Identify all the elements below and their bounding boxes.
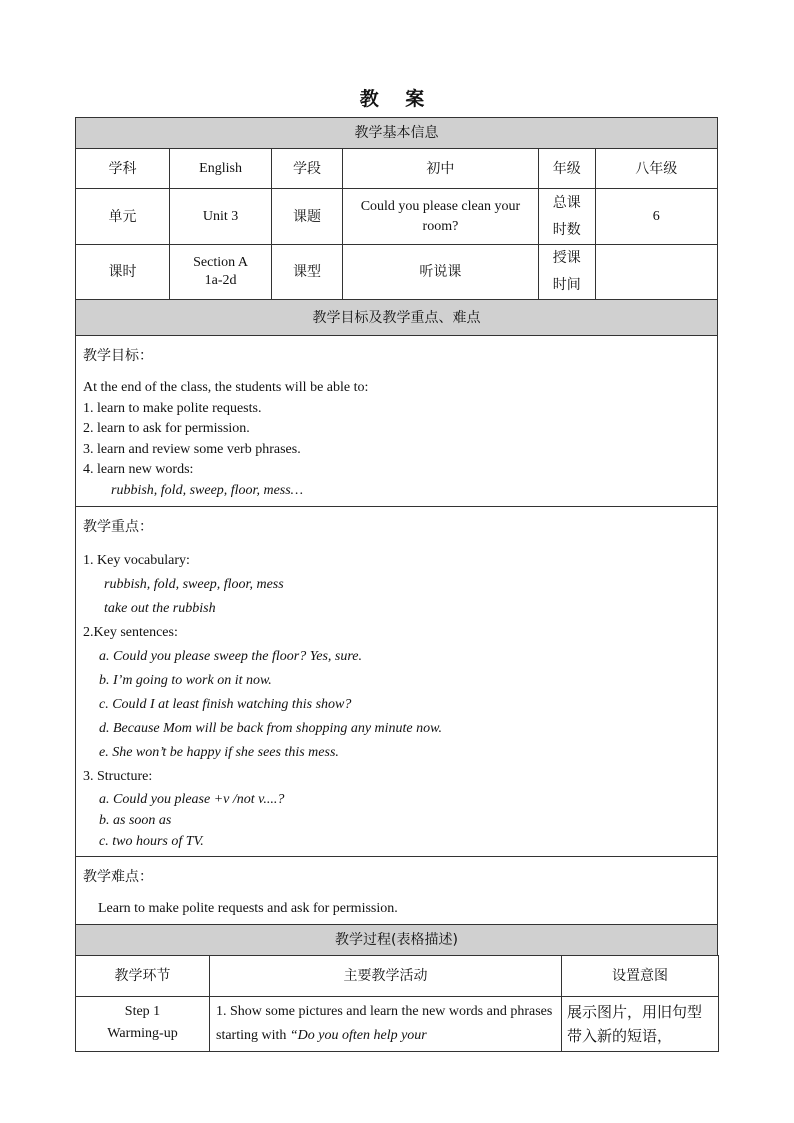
type-label: 课型 (272, 245, 343, 300)
process-col-stage: 教学环节 (76, 955, 210, 996)
class-time-value (595, 245, 717, 300)
key-sentence: e. She won’t be happy if she sees this mess. (99, 745, 339, 760)
key-vocab-words: rubbish, fold, sweep, floor, mess (104, 577, 284, 592)
objectives-row (76, 336, 718, 507)
period-value-line1: Section A (193, 255, 248, 270)
difficulties-row (76, 857, 718, 925)
basic-info-header-row (76, 118, 718, 149)
subject-label: 学科 (76, 149, 170, 189)
process-purpose: 展示图片，用旧句型带入新的短语， (562, 996, 719, 1051)
objectives-new-words: rubbish, fold, sweep, floor, mess… (111, 482, 304, 498)
key-points-row (76, 507, 718, 857)
process-col-activity: 主要教学活动 (210, 955, 562, 996)
difficulties-text: Learn to make polite requests and ask for permission. (98, 901, 398, 916)
objectives-line: 1. learn to make polite requests. (83, 400, 262, 416)
key-points-heading: 教学重点： (83, 519, 153, 535)
topic-label: 课题 (272, 189, 343, 245)
period-row (76, 245, 718, 300)
objectives-line: 3. learn and review some verb phrases. (83, 441, 301, 457)
structure-item: a. Could you please +v /not v....? (99, 792, 285, 807)
total-hours-label-line1: 总课 (552, 194, 581, 211)
class-time-label (538, 245, 595, 300)
process-header-row (76, 924, 718, 955)
basic-info-header: 教学基本信息 (76, 118, 718, 149)
period-value-line2: 1a-2d (204, 273, 237, 288)
stage-label: 学段 (272, 149, 343, 189)
objectives-line: 2. learn to ask for permission. (83, 421, 250, 436)
class-time-label-line2: 时间 (552, 277, 581, 293)
structure-item: c. two hours of TV. (99, 834, 204, 849)
structure-item: b. as soon as (99, 813, 172, 828)
class-time-label-line1: 授课 (552, 250, 581, 266)
grade-value: 八年级 (595, 149, 717, 189)
period-label: 课时 (76, 245, 170, 300)
key-vocab-label: 1. Key vocabulary: (83, 553, 190, 568)
subject-row (76, 149, 718, 189)
objectives-section (76, 336, 718, 507)
key-sentence: d. Because Mom will be back from shopping any minute now. (99, 721, 442, 736)
key-sentences-label: 2.Key sentences: (83, 625, 178, 640)
key-sentence: c. Could I at least finish watching this show? (99, 697, 352, 712)
objectives-line: 4. learn new words: (83, 462, 194, 477)
process-col-purpose: 设置意图 (562, 955, 719, 996)
stage-value: 初中 (342, 149, 538, 189)
process-columns-row (76, 955, 719, 996)
process-step-number: Step 1 (124, 1003, 161, 1019)
topic-value: Could you please clean your room? (342, 189, 538, 245)
process-step-name: Warming-up (107, 1025, 178, 1041)
subject-value: English (170, 149, 272, 189)
unit-value: Unit 3 (170, 189, 272, 245)
total-hours-value: 6 (595, 189, 717, 245)
goals-header: 教学目标及教学重点、难点 (76, 300, 718, 336)
key-sentence: a. Could you please sweep the floor? Yes, sure. (99, 649, 363, 664)
grade-label: 年级 (538, 149, 595, 189)
objectives-line: At the end of the class, the students will be able to: (83, 380, 369, 395)
process-activity-quote: “Do you often help your (289, 1027, 427, 1043)
unit-row (76, 189, 718, 245)
goals-header-row (76, 300, 718, 336)
total-hours-label-line2: 时数 (552, 221, 581, 238)
process-activity-text: 1. Show some pictures and learn the new words and phrases starting with (216, 1003, 553, 1043)
difficulties-heading: 教学难点： (83, 869, 153, 885)
process-activity (210, 996, 562, 1051)
unit-label: 单元 (76, 189, 170, 245)
process-step (76, 996, 210, 1051)
key-points-section (76, 507, 718, 857)
key-vocab-phrase: take out the rubbish (104, 601, 216, 616)
lesson-plan-table (75, 117, 718, 1052)
type-value: 听说课 (342, 245, 538, 300)
page-title: 教 案 (359, 88, 435, 110)
structure-label: 3. Structure: (83, 769, 153, 784)
difficulties-section (76, 857, 718, 925)
total-hours-label (538, 189, 595, 245)
key-sentence: b. I’m going to work on it now. (99, 673, 272, 688)
objectives-heading: 教学目标： (83, 348, 153, 364)
table-row (76, 996, 719, 1051)
period-value (170, 245, 272, 300)
process-header: 教学过程(表格描述) (76, 924, 718, 955)
